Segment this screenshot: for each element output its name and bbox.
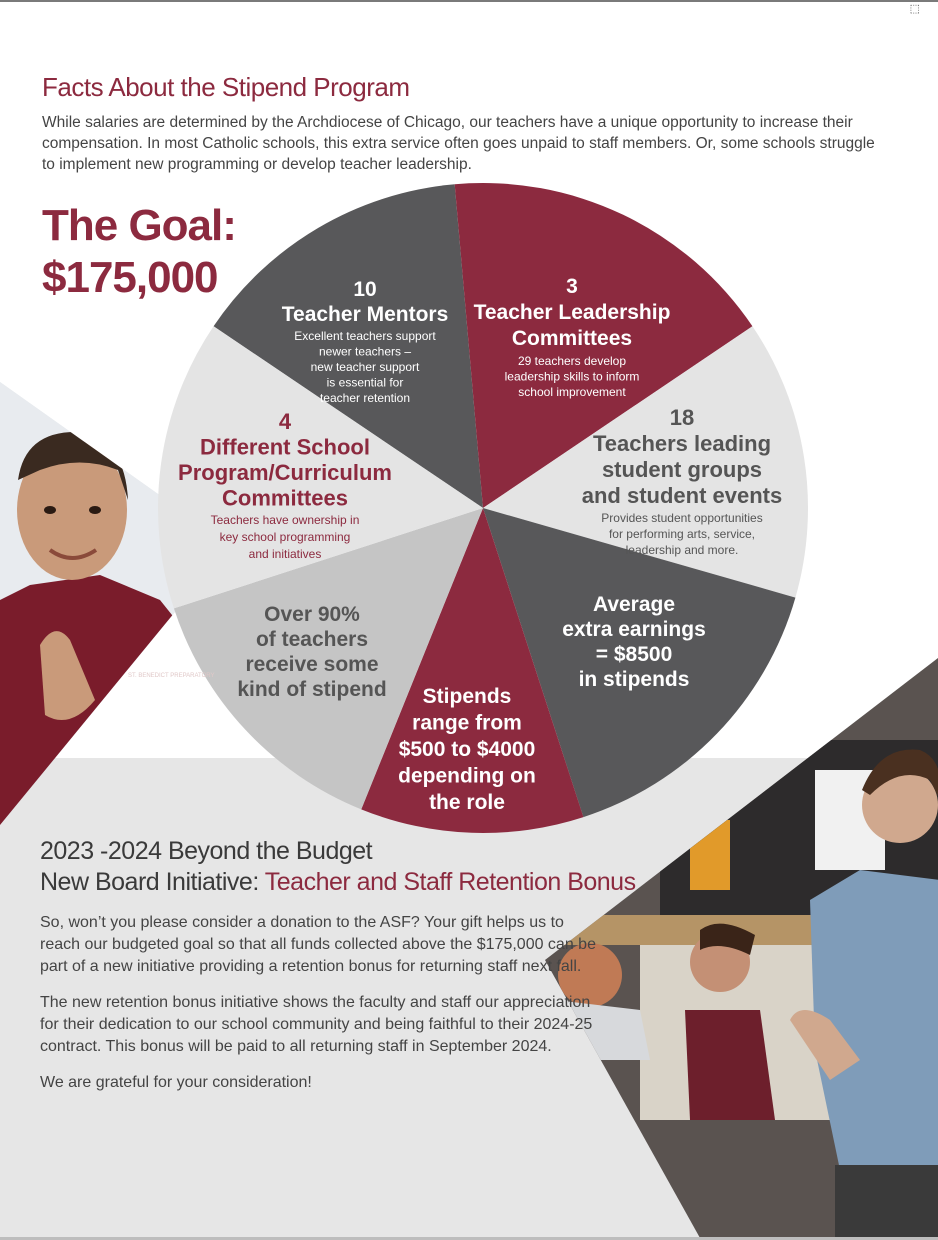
- goal-block: [42, 200, 236, 304]
- pie-label-leadership-2: Committees: [511, 327, 633, 350]
- pie-label-committees-2: Program/Curriculum: [178, 460, 392, 485]
- initiative-paragraph-3: We are grateful for your consideration!: [40, 1074, 312, 1091]
- pie-label-percent-1: of teachers: [255, 628, 369, 651]
- initiative-heading-accent: Teacher and Staff Retention Bonus: [264, 868, 636, 896]
- pie-label-range-3: depending on: [398, 764, 536, 788]
- crest-text: ST. BENEDICT PREPARATORY: [128, 673, 215, 679]
- pie-label-percent-0: Over 90%: [264, 603, 360, 626]
- pie-label-range-0: Stipends: [422, 685, 512, 708]
- pie-label-range-1: range from: [412, 711, 522, 735]
- pie-label-range-4: the role: [429, 791, 505, 814]
- pie-label-leadership-1: Teacher Leadership: [473, 301, 671, 324]
- pie-sublabel-leadership-0: 29 teachers develop: [517, 354, 627, 368]
- pie-label-earnings-1: extra earnings: [562, 618, 706, 641]
- pie-label-committees-1: Different School: [200, 434, 370, 460]
- stipend-pie-chart: [158, 183, 808, 833]
- pie-sublabel-leadership-1: leadership skills to inform: [504, 369, 640, 384]
- pie-label-groups-2: student groups: [601, 457, 763, 482]
- pie-label-percent-3: kind of stipend: [237, 678, 387, 701]
- goal-label: The Goal:: [42, 201, 236, 250]
- pie-label-range-2: $500 to $4000: [398, 738, 536, 761]
- pie-sublabel-mentors-0: Excellent teachers support: [294, 329, 436, 343]
- initiative-heading-1: 2023 -2024 Beyond the Budget: [40, 837, 373, 865]
- facts-intro: While salaries are determined by the Archdiocese of Chicago, our teachers have a unique opportunity to increase their compensation. In most Catholic schools, this extra service often goes unpaid to staff members. Or, some schools struggle to implement new programming or develop teacher leadership.: [42, 114, 875, 173]
- pie-label-percent-2: receive some: [245, 653, 379, 676]
- pie-label-groups-1: Teachers leading: [592, 431, 772, 456]
- initiative-paragraph-2: The new retention bonus initiative shows the faculty and staff our appreciation for their dedication to our school community and being faithful to their 2024-25 contract. This bonus will be paid to all returning staff in September 2024.: [40, 994, 593, 1055]
- boy-shirt-crest: [128, 665, 215, 685]
- pie-sublabel-committees-0: Teachers have ownership in: [210, 513, 360, 527]
- facts-title: Facts About the Stipend Program: [42, 72, 410, 102]
- pie-sublabel-groups-2: leadership and more.: [625, 543, 739, 557]
- initiative-paragraph-1: So, won’t you please consider a donation to the ASF? Your gift helps us to reach our budgeted goal so that all funds collected above the $175,000 can be part of a new initiative providing a retention bonus for returning staff next fall.: [40, 914, 596, 975]
- initiative-section: [40, 836, 636, 1094]
- pie-label-groups-0: 18: [669, 405, 695, 430]
- pie-label-earnings-2: = $8500: [595, 643, 673, 666]
- pie-sublabel-mentors-2: new teacher support: [310, 360, 420, 374]
- corner-mark-icon: ⬚: [909, 3, 920, 15]
- pie-sublabel-groups-1: for performing arts, service,: [608, 527, 756, 541]
- pie-sublabel-groups-0: Provides student opportunities: [601, 511, 763, 525]
- pie-label-committees-3: Committees: [222, 485, 348, 511]
- pie-label-mentors-0: 10: [353, 278, 377, 301]
- initiative-heading-prefix: New Board Initiative:: [40, 868, 265, 896]
- pie-sublabel-committees-1: key school programming: [219, 530, 351, 544]
- pie-sublabel-leadership-2: school improvement: [518, 385, 626, 399]
- initiative-heading-2: [40, 867, 636, 898]
- pie-sublabel-mentors-3: is essential for: [326, 375, 404, 390]
- pie-label-earnings-0: Average: [592, 593, 676, 616]
- pie-label-mentors-1: Teacher Mentors: [281, 303, 449, 326]
- pie-label-leadership-0: 3: [566, 275, 578, 298]
- pie-label-committees-0: 4: [278, 409, 292, 434]
- pie-sublabel-mentors-4: teacher retention: [319, 391, 411, 405]
- pie-label-groups-3: and student events: [581, 483, 783, 508]
- pie-label-earnings-3: in stipends: [578, 668, 690, 691]
- pie-sublabel-committees-2: and initiatives: [248, 547, 322, 561]
- goal-amount: $175,000: [42, 253, 218, 302]
- pie-sublabel-mentors-1: newer teachers –: [318, 344, 412, 359]
